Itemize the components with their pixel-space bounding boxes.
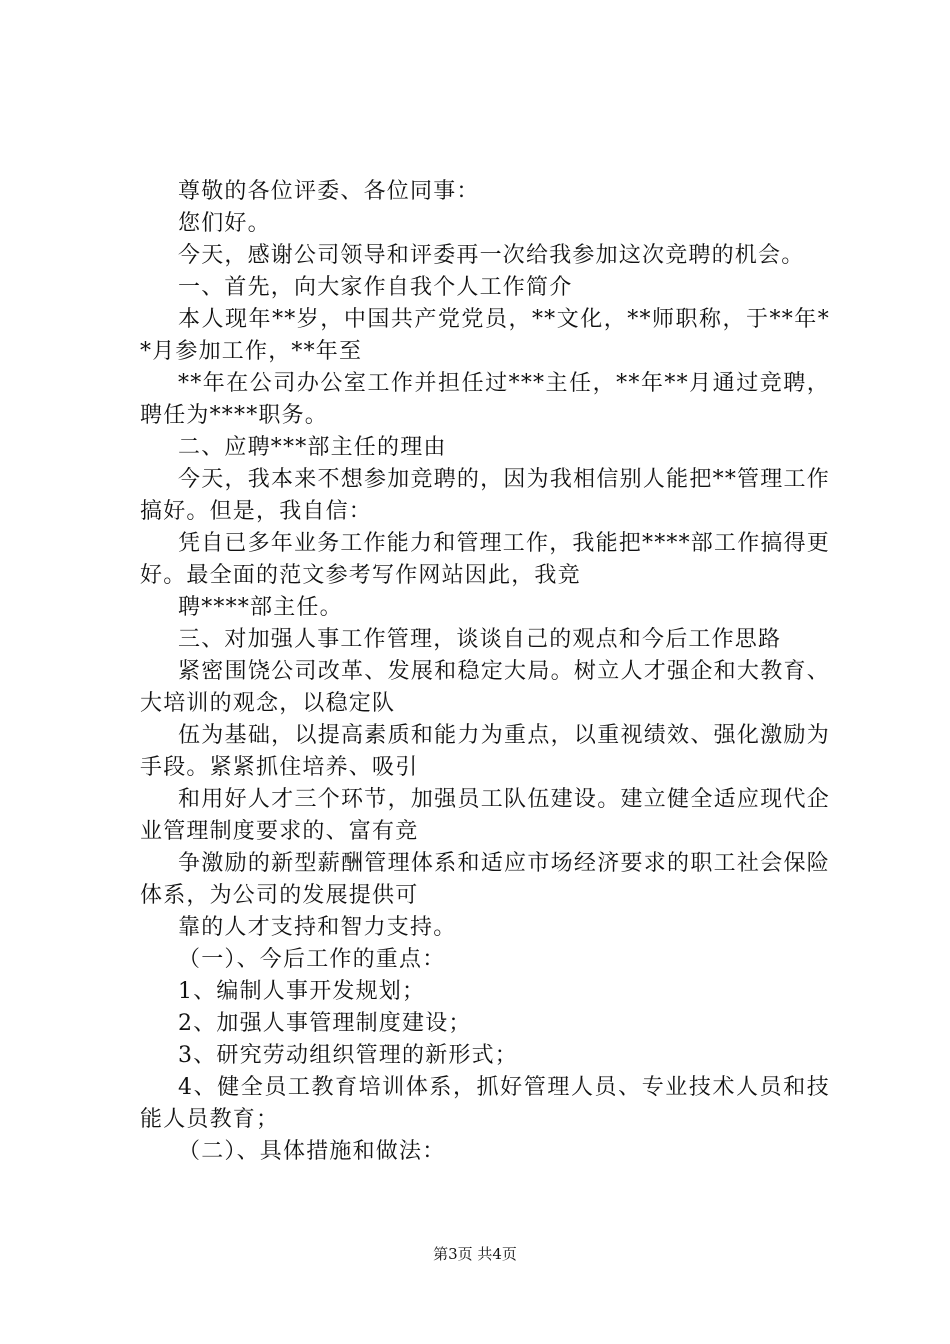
body-paragraph: 靠的人才支持和智力支持。 [178,915,457,940]
document-body [140,176,830,1168]
page-footer [0,1244,950,1264]
section-heading-1: 一、首先，向大家作自我个人工作简介 [178,275,573,300]
section-heading-3: 三、对加强人事工作管理，谈谈自己的观点和今后工作思路 [178,627,782,652]
section-heading-2: 二、应聘***部主任的理由 [178,435,447,460]
list-item: 4、健全员工教育培训体系，抓好管理人员、专业技术人员和技能人员教育； [140,1075,830,1132]
body-paragraph: 聘****部主任。 [178,595,343,620]
opening-paragraph: 今天，感谢公司领导和评委再一次给我参加这次竞聘的机会。 [178,243,805,268]
body-paragraph: 和用好人才三个环节，加强员工队伍建设。建立健全适应现代企业管理制度要求的、富有竞 [140,787,830,844]
body-paragraph: 紧密围饶公司改革、发展和稳定大局。树立人才强企和大教育、大培训的观念，以稳定队 [140,659,830,716]
body-paragraph: 今天，我本来不想参加竞聘的，因为我相信别人能把**管理工作搞好。但是，我自信： [140,467,830,524]
body-paragraph: 凭自已多年业务工作能力和管理工作，我能把****部工作搞得更好。最全面的范文参考写作网站因此，我竞 [140,531,831,588]
subsection-heading-2: （二）、具体措施和做法： [178,1139,446,1164]
greeting: 您们好。 [178,211,271,236]
body-paragraph: **年在公司办公室工作并担任过***主任，**年**月通过竞聘，聘任为****职务。 [140,371,830,428]
body-paragraph: 伍为基础，以提高素质和能力为重点，以重视绩效、强化激励为手段。紧紧抓住培养、吸引 [140,723,830,780]
salutation: 尊敬的各位评委、各位同事： [178,179,480,204]
page-number-label: 第3页 共4页 [433,1245,517,1263]
list-item: 1、编制人事开发规划； [178,979,426,1004]
list-item: 2、加强人事管理制度建设； [178,1011,472,1036]
body-paragraph: 本人现年**岁，中国共产党党员，**文化，**师职称，于**年**月参加工作，**年至 [140,307,830,364]
body-paragraph: 争激励的新型薪酬管理体系和适应市场经济要求的职工社会保险体系，为公司的发展提供可 [140,851,830,908]
subsection-heading-1: （一）、今后工作的重点： [178,947,446,972]
list-item: 3、研究劳动组织管理的新形式； [178,1043,518,1068]
